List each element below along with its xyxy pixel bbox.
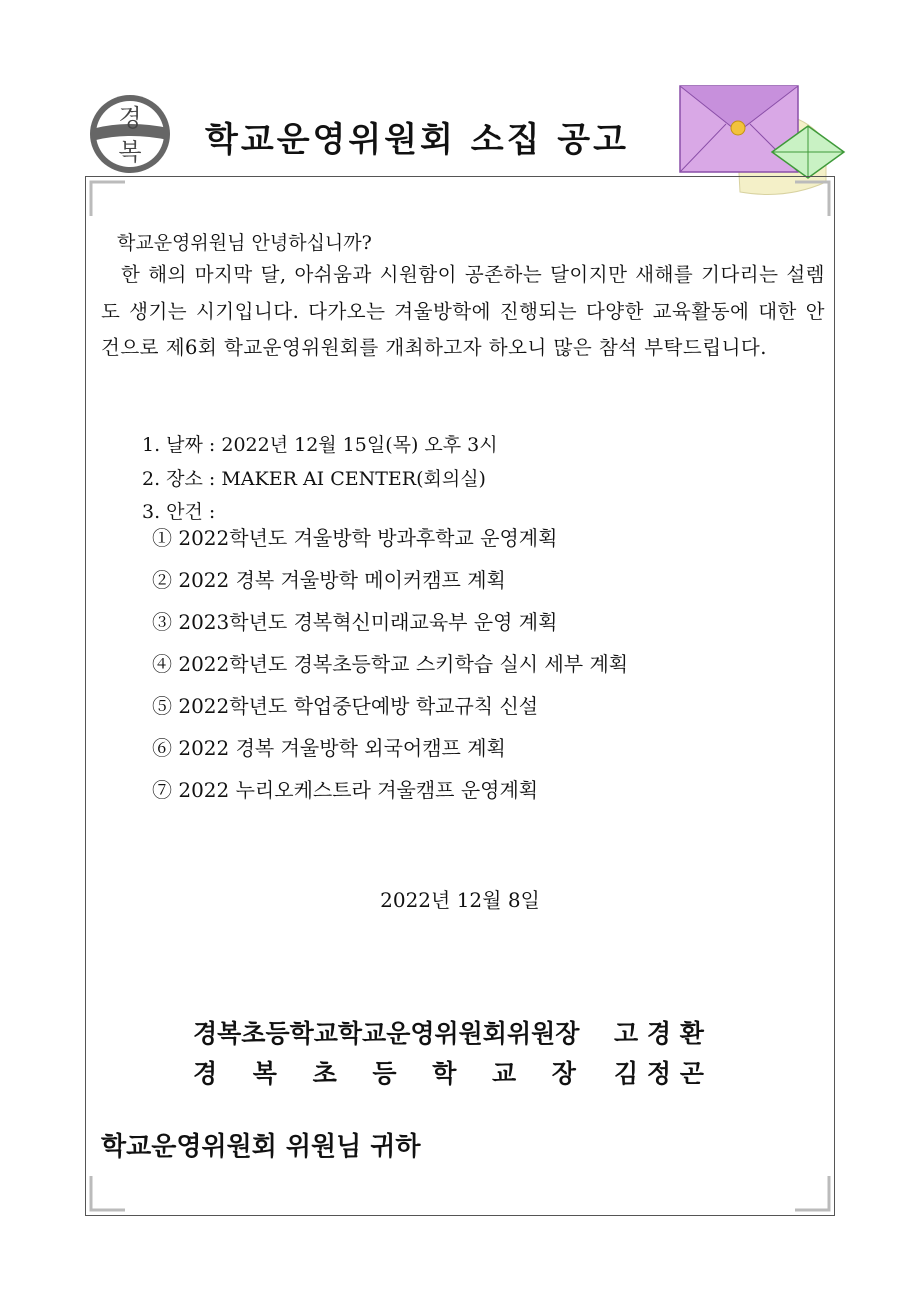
agenda-item: ① 2022학년도 겨울방학 방과후학교 운영계획 [152, 526, 558, 550]
agenda-item: ④ 2022학년도 경복초등학교 스키학습 실시 세부 계획 [152, 652, 629, 676]
principal-title-char: 등 [372, 1059, 397, 1088]
item-date: 1. 날짜 : 2022년 12월 15일(목) 오후 3시 [142, 434, 498, 456]
greeting-text: 학교운영위원님 안녕하십니까? [117, 232, 372, 254]
body-paragraph [101, 257, 825, 367]
seal-char-top: 경 [118, 104, 142, 132]
principal-title-char: 초 [312, 1059, 337, 1088]
principal-title-char: 복 [252, 1059, 277, 1088]
principal-title-char: 경 [193, 1059, 218, 1088]
addressee-line: 학교운영위원회 위원님 귀하 [101, 1132, 421, 1162]
agenda-item: ⑤ 2022학년도 학업중단예방 학교규칙 신설 [152, 694, 539, 718]
agenda-item: ⑥ 2022 경복 겨울방학 외국어캠프 계획 [152, 736, 506, 760]
agenda-item: ② 2022 경복 겨울방학 메이커캠프 계획 [152, 568, 506, 592]
seal-char-bottom: 복 [118, 138, 142, 166]
signature-title-chair: 경복초등학교학교운영위원회위원장 [193, 1019, 580, 1048]
issue-date: 2022년 12월 8일 [380, 888, 540, 912]
principal-title-char: 학 [432, 1059, 457, 1088]
agenda-item: ⑦ 2022 누리오케스트라 겨울캠프 운영계획 [152, 778, 539, 802]
page-title: 학교운영위원회 소집 공고 [205, 120, 629, 160]
body-text: 한 해의 마지막 달, 아쉬움과 시원함이 공존하는 달이지만 새해를 기다리는 설렘도 생기는 시기입니다. 다가오는 겨울방학에 진행되는 다양한 교육활동에 대한 안건으로 제6회 학교운영위원회를 개최하고자 하오니 많은 참석 부탁드립니다. [101, 263, 825, 359]
principal-title-char: 장 [551, 1059, 576, 1088]
principal-title-char: 교 [491, 1059, 517, 1088]
signature-name-chair: 고 경 환 [614, 1019, 704, 1048]
item-agenda-heading: 3. 안건 : [142, 501, 216, 523]
signature-name-principal: 김 정 곤 [614, 1059, 704, 1088]
item-place: 2. 장소 : MAKER AI CENTER(회의실) [142, 468, 486, 490]
school-seal-logo [86, 92, 178, 176]
signature-title-principal [193, 1054, 576, 1090]
agenda-item: ③ 2023학년도 경복혁신미래교육부 운영 계획 [152, 610, 558, 634]
